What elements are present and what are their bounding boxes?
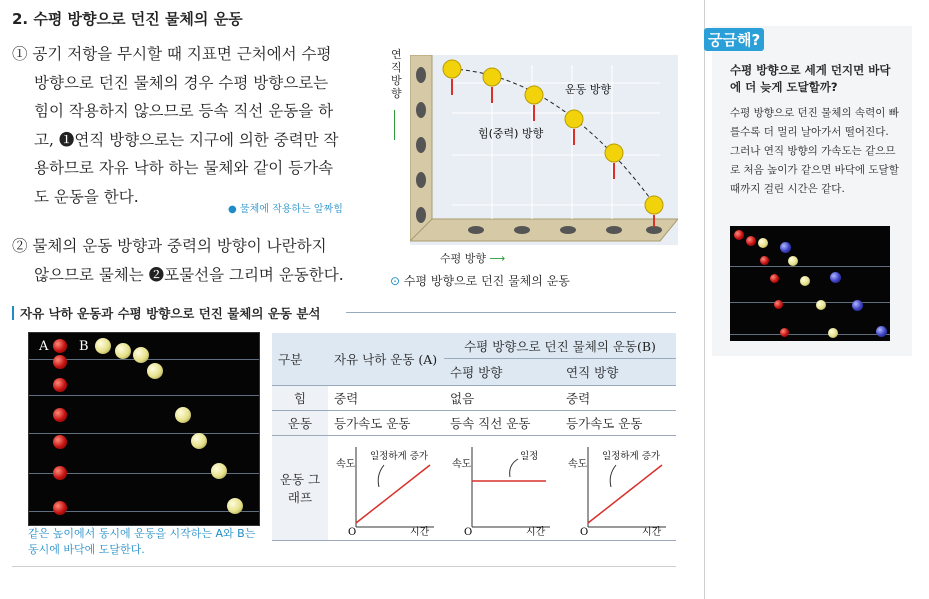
svg-text:속도: 속도 [452, 458, 472, 470]
graph-row-label: 운동 그래프 [272, 436, 328, 541]
column-divider [704, 0, 705, 599]
table-header-projectile: 수평 방향으로 던진 물체의 운동(B) [444, 333, 676, 359]
graph-vertical [560, 436, 676, 541]
table-subheader-vertical: 연직 방향 [560, 359, 676, 386]
svg-text:속도: 속도 [336, 458, 356, 470]
annotation-net-force: ● 물체에 작용하는 알짜힘 [228, 204, 343, 215]
svg-text:시간: 시간 [526, 526, 546, 537]
bottom-rule [12, 566, 676, 567]
table-header-category: 구분 [272, 333, 328, 386]
force-label: 힘(중력) 방향 [478, 127, 544, 140]
sidebar-question: 수평 방향으로 세게 던지면 바닥에 더 늦게 도달할까? [730, 63, 891, 94]
analysis-table [272, 333, 676, 541]
strobe-photo [28, 332, 260, 526]
illustration-caption: ⊙ 수평 방향으로 던진 물체의 운동 [390, 274, 570, 288]
svg-text:속도: 속도 [568, 458, 588, 470]
svg-text:O: O [348, 526, 357, 537]
svg-text:일정하게 증가: 일정하게 증가 [602, 450, 661, 462]
motion-label: 운동 방향 [565, 83, 612, 96]
label-b: B [79, 339, 89, 354]
photo-caption: 같은 높이에서 동시에 운동을 시작하는 A와 B는 동시에 바닥에 도달한다. [28, 527, 256, 556]
para2-line: ② 물체의 운동 방향과 중력의 방향이 나란하지 [12, 237, 327, 255]
section-rule [346, 312, 676, 313]
vertical-arrow [394, 110, 395, 140]
table-subheader-horizontal: 수평 방향 [444, 359, 560, 386]
svg-text:O: O [464, 526, 473, 537]
projectile-illustration [410, 55, 678, 245]
svg-text:일정: 일정 [520, 450, 539, 462]
para1-line: 용하므로 자유 낙하 하는 물체와 같이 등가속 [34, 159, 334, 177]
para1-line: 고, ❶연직 방향으로는 지구에 의한 중력만 작 [34, 130, 339, 149]
table-header-free-fall: 자유 낙하 운동 (A) [328, 333, 444, 386]
para1-line: 도 운동을 한다. [34, 187, 139, 206]
section-bar [12, 306, 14, 320]
para2-line: 않으므로 물체는 ❷포물선을 그리며 운동한다. [34, 265, 344, 284]
svg-text:일정하게 증가: 일정하게 증가 [370, 450, 429, 462]
para1-line: 방향으로 던진 물체의 경우 수평 방향으로는 [34, 73, 329, 92]
table-row: 운동 등가속도 운동 등속 직선 운동 등가속도 운동 [272, 411, 676, 436]
svg-text:시간: 시간 [410, 526, 430, 537]
graph-horizontal [444, 436, 560, 541]
floor-board [410, 219, 678, 241]
sidebar-photo [730, 226, 890, 341]
svg-text:O: O [580, 526, 589, 537]
sidebar-answer: 수평 방향으로 던진 물체의 속력이 빠를수록 더 멀리 날아가서 떨어진다. 그러나 연직 방향의 가속도는 같으므로 처음 높이가 같으면 바닥에 도달할 때까지 걸린 시간은 같다. [730, 107, 899, 195]
vertical-direction-label: 연직 방향 [391, 48, 402, 100]
label-a: A [39, 339, 49, 354]
section-heading: 2. 수평 방향으로 던진 물체의 운동 [12, 10, 243, 28]
para1-line: ① 공기 저항을 무시할 때 지표면 근처에서 수평 [12, 45, 332, 63]
paragraph-2 [12, 232, 372, 289]
horizontal-direction-label: 수평 방향 ⟶ [440, 252, 506, 265]
paragraph-1 [12, 40, 372, 211]
table-row-graphs [272, 436, 676, 541]
para1-line: 힘이 작용하지 않으므로 등속 직선 운동을 하 [34, 102, 334, 120]
analysis-section-title: 자유 낙하 운동과 수평 방향으로 던진 물체의 운동 분석 [20, 306, 321, 321]
sidebar-tag: 궁금해? [704, 28, 764, 51]
graph-free-fall [328, 436, 444, 541]
svg-text:시간: 시간 [642, 526, 662, 537]
table-row: 힘 중력 없음 중력 [272, 386, 676, 411]
